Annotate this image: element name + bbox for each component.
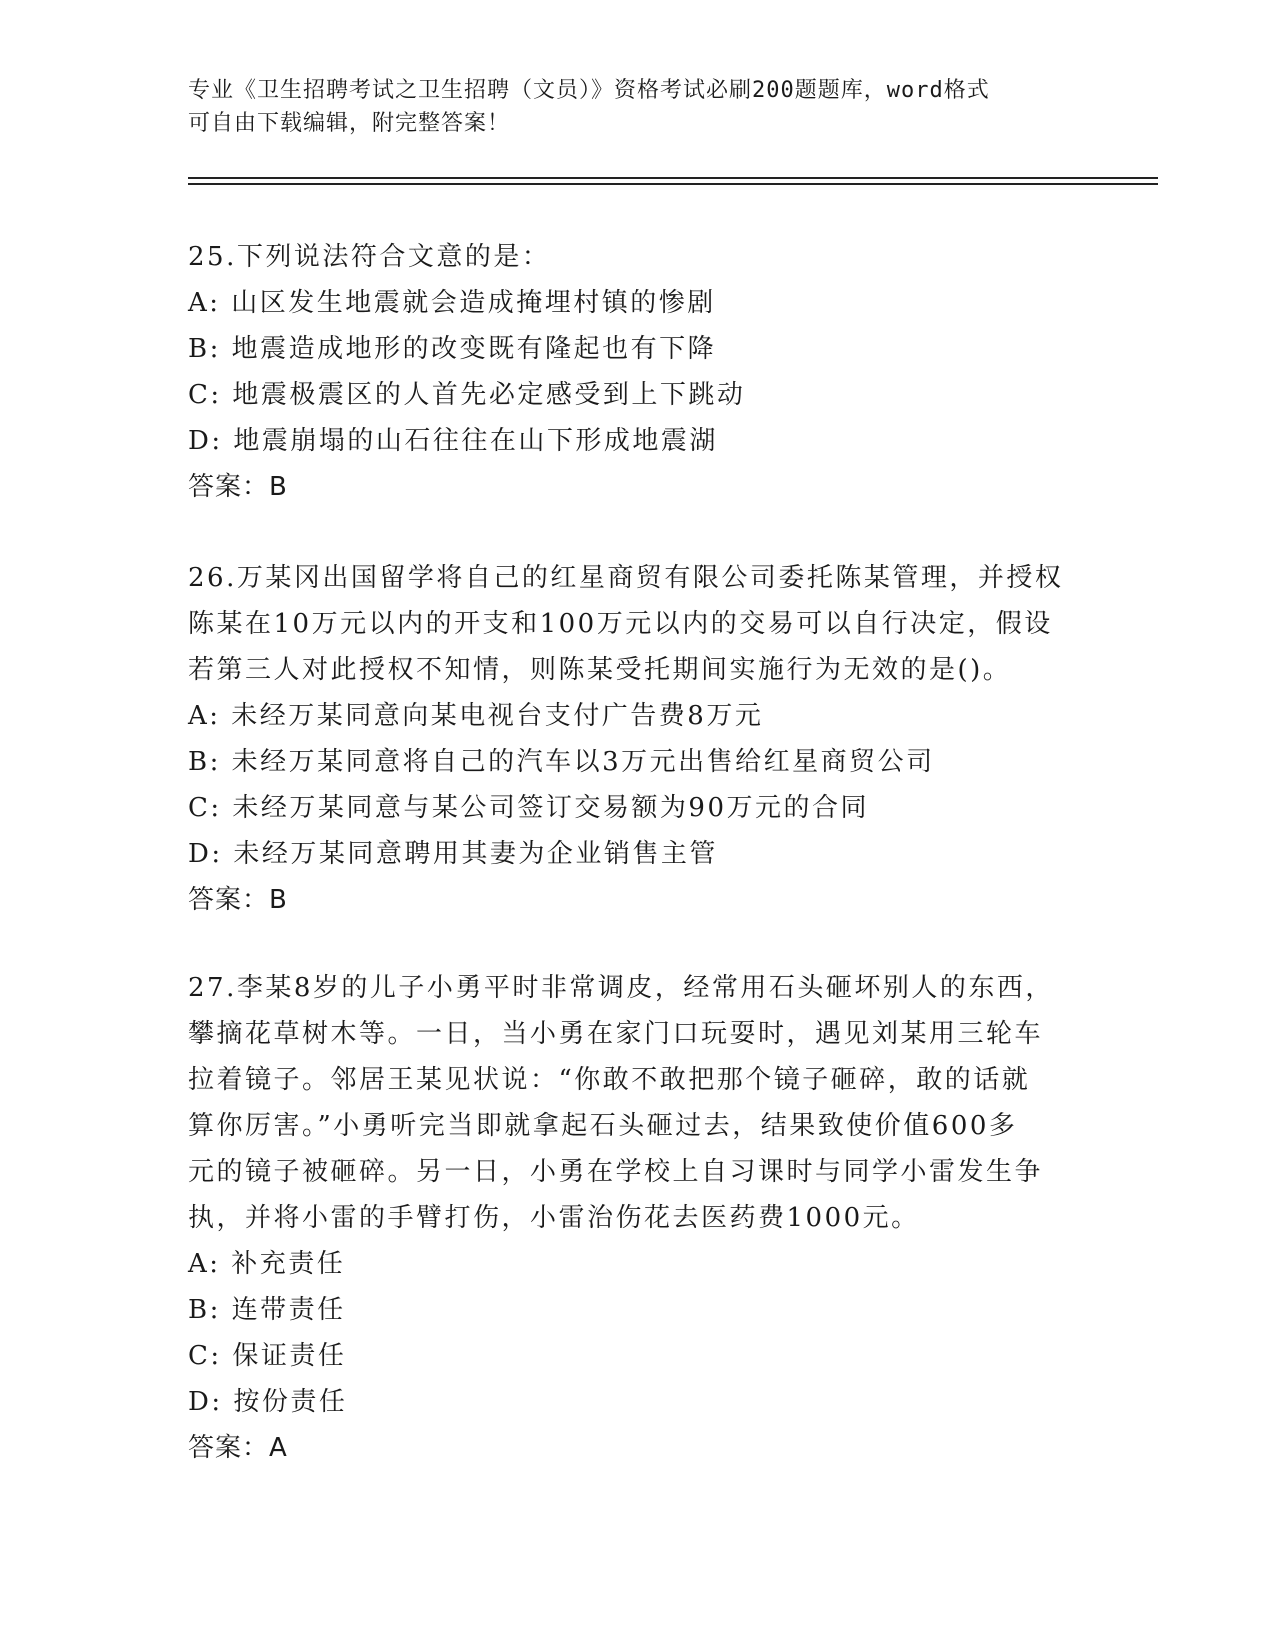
option-c: C: 保证责任 [188, 1341, 347, 1371]
header-line-1: 专业《卫生招聘考试之卫生招聘（文员）》资格考试必刷200题题库，word格式 [188, 78, 990, 103]
question-stem-line: 元的镜子被砸碎。另一日，小勇在学校上自习课时与同学小雷发生争 [188, 1157, 1044, 1187]
option-b: B: 连带责任 [188, 1295, 346, 1325]
option-d: D: 按份责任 [188, 1387, 348, 1417]
question-stem-line: 攀摘花草树木等。一日，当小勇在家门口玩耍时，遇见刘某用三轮车 [188, 1019, 1044, 1049]
answer-line: 答案：B [188, 885, 288, 915]
option-b: B: 未经万某同意将自己的汽车以3万元出售给红星商贸公司 [188, 747, 935, 777]
header-line-2: 可自由下载编辑，附完整答案！ [188, 111, 511, 136]
option-a: A: 未经万某同意向某电视台支付广告费8万元 [188, 701, 764, 731]
question-stem-line: 陈某在10万元以内的开支和100万元以内的交易可以自行决定，假设 [188, 609, 1053, 639]
question-stem-line: 算你厉害。”小勇听完当即就拿起石头砸过去，结果致使价值600多 [188, 1111, 1018, 1141]
question-stem-line: 执，并将小雷的手臂打伤，小雷治伤花去医药费1000元。 [188, 1203, 920, 1233]
option-c: C: 地震极震区的人首先必定感受到上下跳动 [188, 380, 746, 410]
option-d: D: 地震崩塌的山石往往在山下形成地震湖 [188, 426, 718, 456]
option-b: B: 地震造成地形的改变既有隆起也有下降 [188, 334, 717, 364]
question-26 [188, 555, 1088, 923]
option-a: A: 山区发生地震就会造成掩埋村镇的惨剧 [188, 288, 716, 318]
option-a: A: 补充责任 [188, 1249, 346, 1279]
question-27 [188, 965, 1088, 1471]
question-stem-line: 25.下列说法符合文意的是： [188, 242, 551, 272]
question-stem-line: 26.万某冈出国留学将自己的红星商贸有限公司委托陈某管理，并授权 [188, 563, 1064, 593]
option-d: D: 未经万某同意聘用其妻为企业销售主管 [188, 839, 718, 869]
header-rule-bottom [188, 183, 1158, 185]
option-c: C: 未经万某同意与某公司签订交易额为90万元的合同 [188, 793, 870, 823]
answer-line: 答案：A [188, 1433, 288, 1463]
header-rule-top [188, 177, 1158, 179]
question-stem-line: 27.李某8岁的儿子小勇平时非常调皮，经常用石头砸坏别人的东西， [188, 973, 1054, 1003]
answer-line: 答案：B [188, 472, 288, 502]
document-header [188, 74, 1088, 140]
question-stem-line: 若第三人对此授权不知情，则陈某受托期间实施行为无效的是()。 [188, 655, 1012, 685]
question-stem-line: 拉着镜子。邻居王某见状说：“你敢不敢把那个镜子砸碎，敢的话就 [188, 1065, 1031, 1095]
question-25 [188, 234, 1088, 510]
